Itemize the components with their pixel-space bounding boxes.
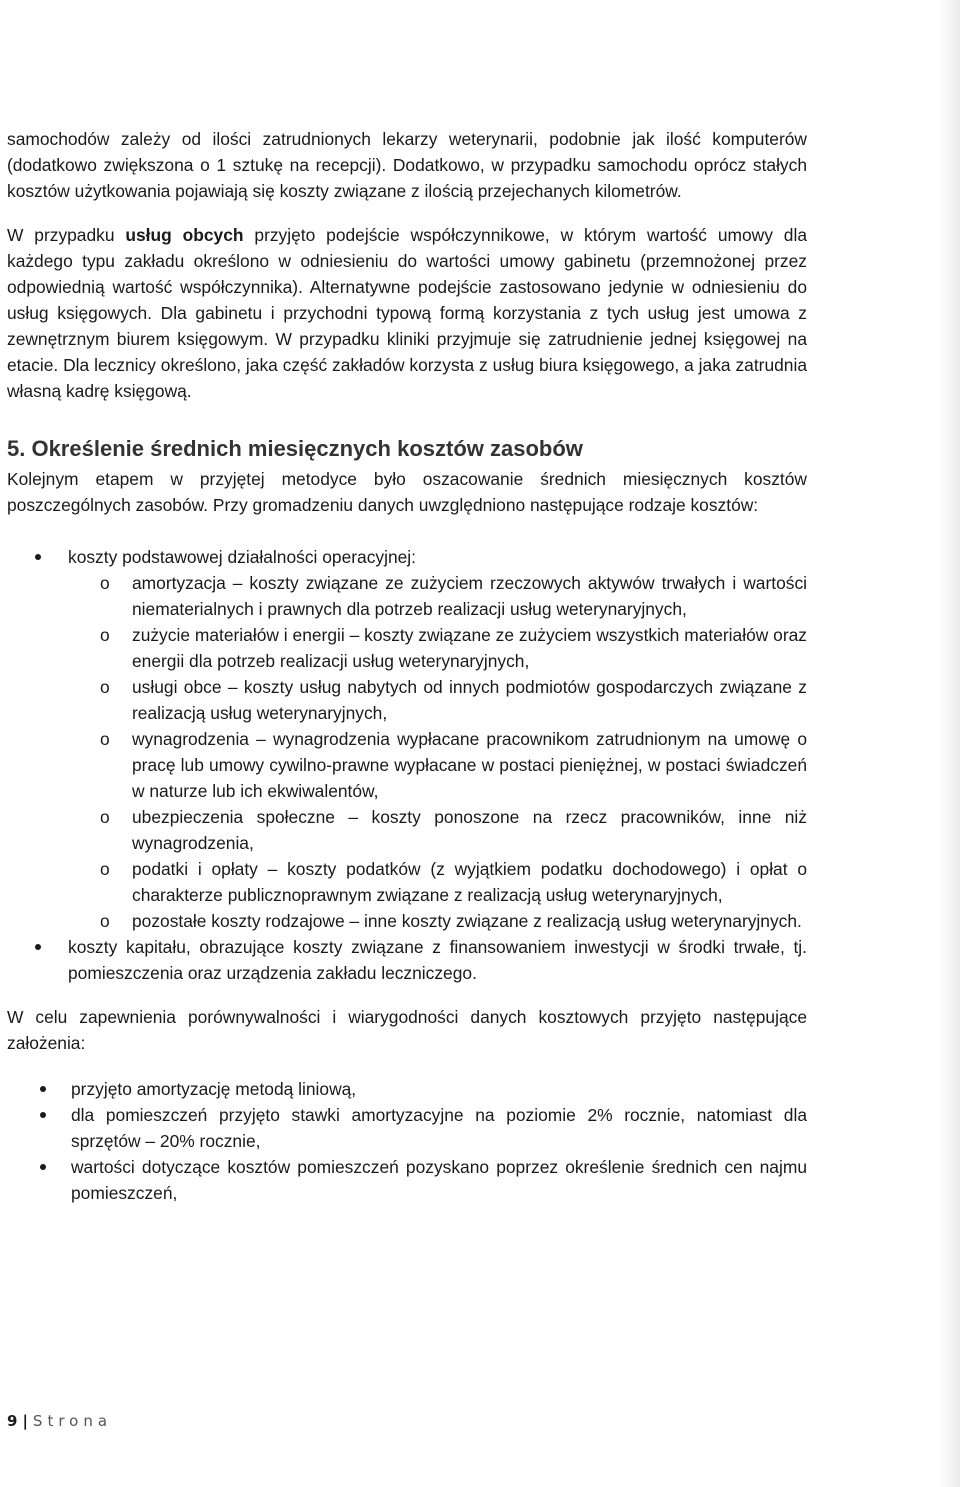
list-item: wartości dotyczące kosztów pomieszczeń pozyskano poprzez określenie średnich cen najmu pomieszczeń,	[7, 1154, 807, 1206]
intro-paragraph: samochodów zależy od ilości zatrudnionych lekarzy weterynarii, podobnie jak ilość komputerów (dodatkowo zwiększona o 1 sztukę na recepcji). Dodatkowo, w przypadku samochodu oprócz stałych kosztów użytkowania pojawiają się koszty związane z ilością przejechanych kilometrów.	[7, 129, 807, 201]
page-number: 9	[7, 1412, 18, 1430]
page-footer	[7, 1412, 112, 1430]
list-item-text: koszty kapitału, obrazujące koszty związane z finansowaniem inwestycji w środki trwałe, tj. pomieszczenia oraz urządzenia zakładu leczniczego.	[68, 937, 807, 983]
assumptions-list	[7, 1076, 807, 1206]
cost-list	[7, 544, 807, 986]
page-edge-shadow	[938, 0, 960, 1487]
list-item: dla pomieszczeń przyjęto stawki amortyzacyjne na poziomie 2% rocznie, natomiast dla sprzętów – 20% rocznie,	[7, 1102, 807, 1154]
sub-list-item: o usługi obce – koszty usług nabytych od innych podmiotów gospodarczych związane z realizacją usług weterynaryjnych,	[68, 674, 807, 726]
sub-list-item: o amortyzacja – koszty związane ze zużyciem rzeczowych aktywów trwałych i wartości niematerialnych i prawnych dla potrzeb realizacji usług weterynaryjnych,	[68, 570, 807, 622]
sub-list-item: o podatki i opłaty – koszty podatków (z wyjątkiem podatku dochodowego) i opłat o charakterze publicznoprawnym związane z realizacją usług weterynaryjnych,	[68, 856, 807, 908]
document-body	[7, 126, 807, 1206]
services-term: usług obcych	[125, 225, 244, 245]
sub-list	[68, 570, 807, 934]
services-paragraph-rest: przyjęto podejście współczynnikowe, w którym wartość umowy dla każdego typu zakładu określono w odniesieniu do wartości umowy gabinetu (przemnożonej przez odpowiednią wartość współczynnika). Alternatywne podejście zastosowano jedynie w odniesieniu do usług księgowych. Dla gabinetu i przychodni typową formą korzystania z tych usług jest umowa z zewnętrznym biurem księgowym. W przypadku kliniki przyjmuje się zatrudnienie jednej księgowej na etacie. Dla lecznicy określono, jaka część zakładów korzysta z usług biura księgowego, a jaka zatrudnia własną kadrę księgową.	[7, 225, 807, 401]
sub-list-item: o ubezpieczenia społeczne – koszty ponoszone na rzecz pracowników, inne niż wynagrodzenia,	[68, 804, 807, 856]
sub-list-item: o pozostałe koszty rodzajowe – inne koszty związane z realizacją usług weterynaryjnych.	[68, 908, 807, 934]
services-paragraph	[7, 222, 807, 404]
sub-list-item: o zużycie materiałów i energii – koszty związane ze zużyciem wszystkich materiałów oraz energii dla potrzeb realizacji usług weterynaryjnych,	[68, 622, 807, 674]
footer-separator: |	[22, 1412, 28, 1430]
list-item	[7, 934, 807, 986]
list-item: przyjęto amortyzację metodą liniową,	[7, 1076, 807, 1102]
list-item	[7, 544, 807, 934]
list-item-text: koszty podstawowej działalności operacyjnej:	[68, 547, 416, 567]
section-intro: Kolejnym etapem w przyjętej metodyce było oszacowanie średnich miesięcznych kosztów poszczególnych zasobów. Przy gromadzeniu danych uwzględniono następujące rodzaje kosztów:	[7, 469, 807, 515]
sub-list-item: o wynagrodzenia – wynagrodzenia wypłacane pracownikom zatrudnionym na umowę o pracę lub umowy cywilno-prawne wypłacane w postaci pieniężnej, w postaci świadczeń w naturze lub ich ekwiwalentów,	[68, 726, 807, 804]
assumptions-intro: W celu zapewnienia porównywalności i wiarygodności danych kosztowych przyjęto następujące założenia:	[7, 1007, 807, 1053]
page-label: Strona	[32, 1412, 113, 1430]
section-heading: 5. Określenie średnich miesięcznych kosztów zasobów	[7, 436, 583, 461]
services-paragraph-start: W przypadku	[7, 225, 126, 245]
